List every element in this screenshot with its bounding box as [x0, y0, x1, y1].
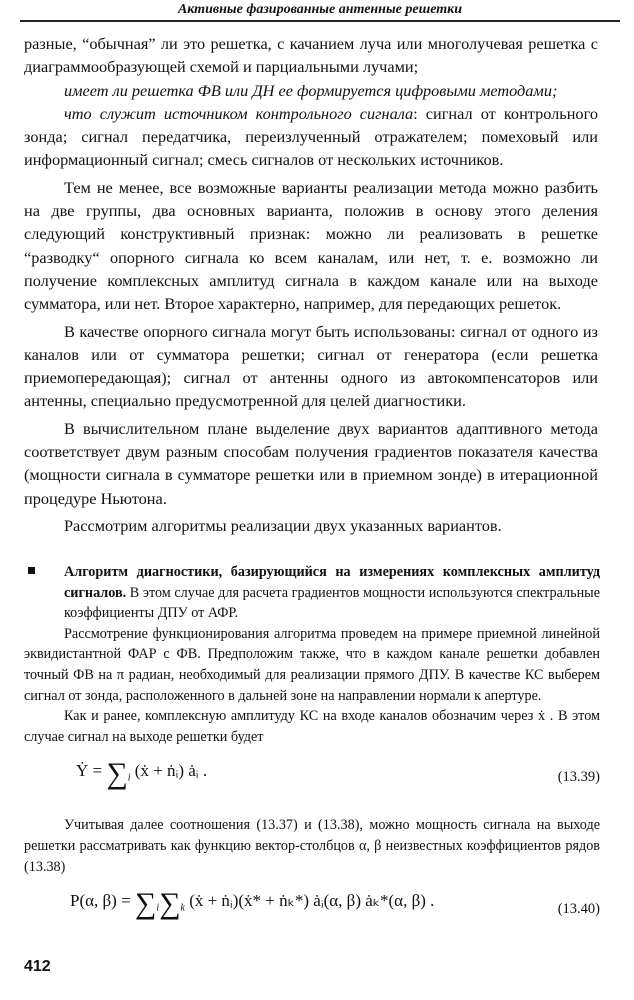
eq2-lhs: P(α, β) = [70, 891, 135, 911]
eq2-sum-sign-i: ∑ [134, 887, 157, 921]
equation-13-40 [24, 885, 600, 947]
equation-13-40-expression [70, 887, 435, 921]
paragraph-3-italic: что служит источником контрольного сигнала [64, 103, 414, 123]
paragraph-10: Учитывая далее соотношения (13.37) и (13.38), можно мощность сигнала на выходе решетки рассматривать как функцию вектор-столбцов α, β неизвестных коэффициентов рядов (13.38) [24, 817, 600, 875]
equation-13-40-number: (13.40) [557, 901, 600, 918]
eq2-sum-index-k: k [180, 902, 185, 914]
equation-13-39-number: (13.39) [557, 769, 600, 786]
bullet-heading: Алгоритм диагностики, базирующийся на измерениях комплексных амплитуд сигналов. [64, 564, 600, 601]
eq2-sum-index-i: i [156, 902, 160, 914]
bullet-rest: В этом случае для расчета градиентов мощности используются спектральные коэффициенты ДПУ от АФР. [64, 584, 600, 622]
running-header: Активные фазированные антенные решетки [20, 0, 620, 22]
eq1-lhs: Ẏ = [76, 761, 107, 781]
page-number: 412 [24, 958, 51, 975]
bullet-square-icon [28, 567, 35, 574]
equation-13-39-expression [76, 757, 208, 791]
main-text [24, 32, 598, 537]
paragraph-3 [24, 102, 598, 172]
section-text [24, 562, 600, 951]
paragraph-9: Как и ранее, комплексную амплитуду КС на входе каналов обозначим через ẋ . В этом случае сигнал на выходе решетки будет [24, 708, 600, 745]
paragraph-1: разные, “обычная” ли это решетка, с качанием луча или многолучевая решетка с диаграммообразующей схемой и парциальными лучами; [24, 34, 598, 77]
eq2-body: (ẋ + ṅᵢ)(ẋ* + ṅₖ*) ȧᵢ(α, β) ȧₖ*(α, β) . [189, 891, 435, 911]
paragraph-8: Рассмотрение функционирования алгоритма проведем на примере приемной линейной эквидистантной ФАР с ФВ. Предположим также, что в каждом канале решетки добавлен точный ФВ на π радиан, необходимый для реализации прямого ДПУ. В качестве КС выберем сигнал от зонда, расположенного в дальней зоне на направлении нормали к апертуре. [24, 625, 600, 704]
paragraph-2: имеет ли решетка ФВ или ДН ее формируется цифровыми методами; [64, 80, 558, 100]
eq2-sum-sign-k: ∑ [159, 887, 181, 921]
paragraph-7: Рассмотрим алгоритмы реализации двух указанных вариантов. [64, 515, 502, 535]
equation-13-39 [24, 753, 600, 811]
eq1-sum-sign: ∑ [106, 757, 128, 791]
paragraph-3-rest: : сигнал от контрольного зонда; сигнал передатчика, переизлученный отражателем; помеховый или информационный сигнал; смесь сигналов от нескольких источников. [24, 103, 598, 170]
eq1-body: (ẋ + ṅᵢ) ȧᵢ . [134, 761, 208, 781]
paragraph-6: В вычислительном плане выделение двух вариантов адаптивного метода соответствует двум разным способам получения градиентов показателя качества (мощности сигнала в сумматоре решетки или в приемном зонде) в итерационной процедуре Ньютона. [24, 418, 598, 508]
bullet-paragraph [24, 562, 600, 624]
eq1-sum-index: i [127, 772, 131, 784]
paragraph-5: В качестве опорного сигнала могут быть использованы: сигнал от одного из каналов или от сумматора решетки; сигнал от генератора (если решетка приемопередающая); сигнал от антенны одного из автокомпенсаторов или антенны, специально предусмотренной для целей диагностики. [24, 321, 598, 411]
paragraph-4: Тем не менее, все возможные варианты реализации метода можно разбить на две группы, два основных варианта, положив в основу этого деления следующий конструктивный признак: можно ли реализовать в решетке “разводку“ опорного сигнала ко всем каналам, или нет, т. е. возможно ли получение комплексных амплитуд сигнала в каждом канале или на выходе сумматора, или нет. Второе характерно, например, для передающих решеток. [24, 177, 598, 314]
